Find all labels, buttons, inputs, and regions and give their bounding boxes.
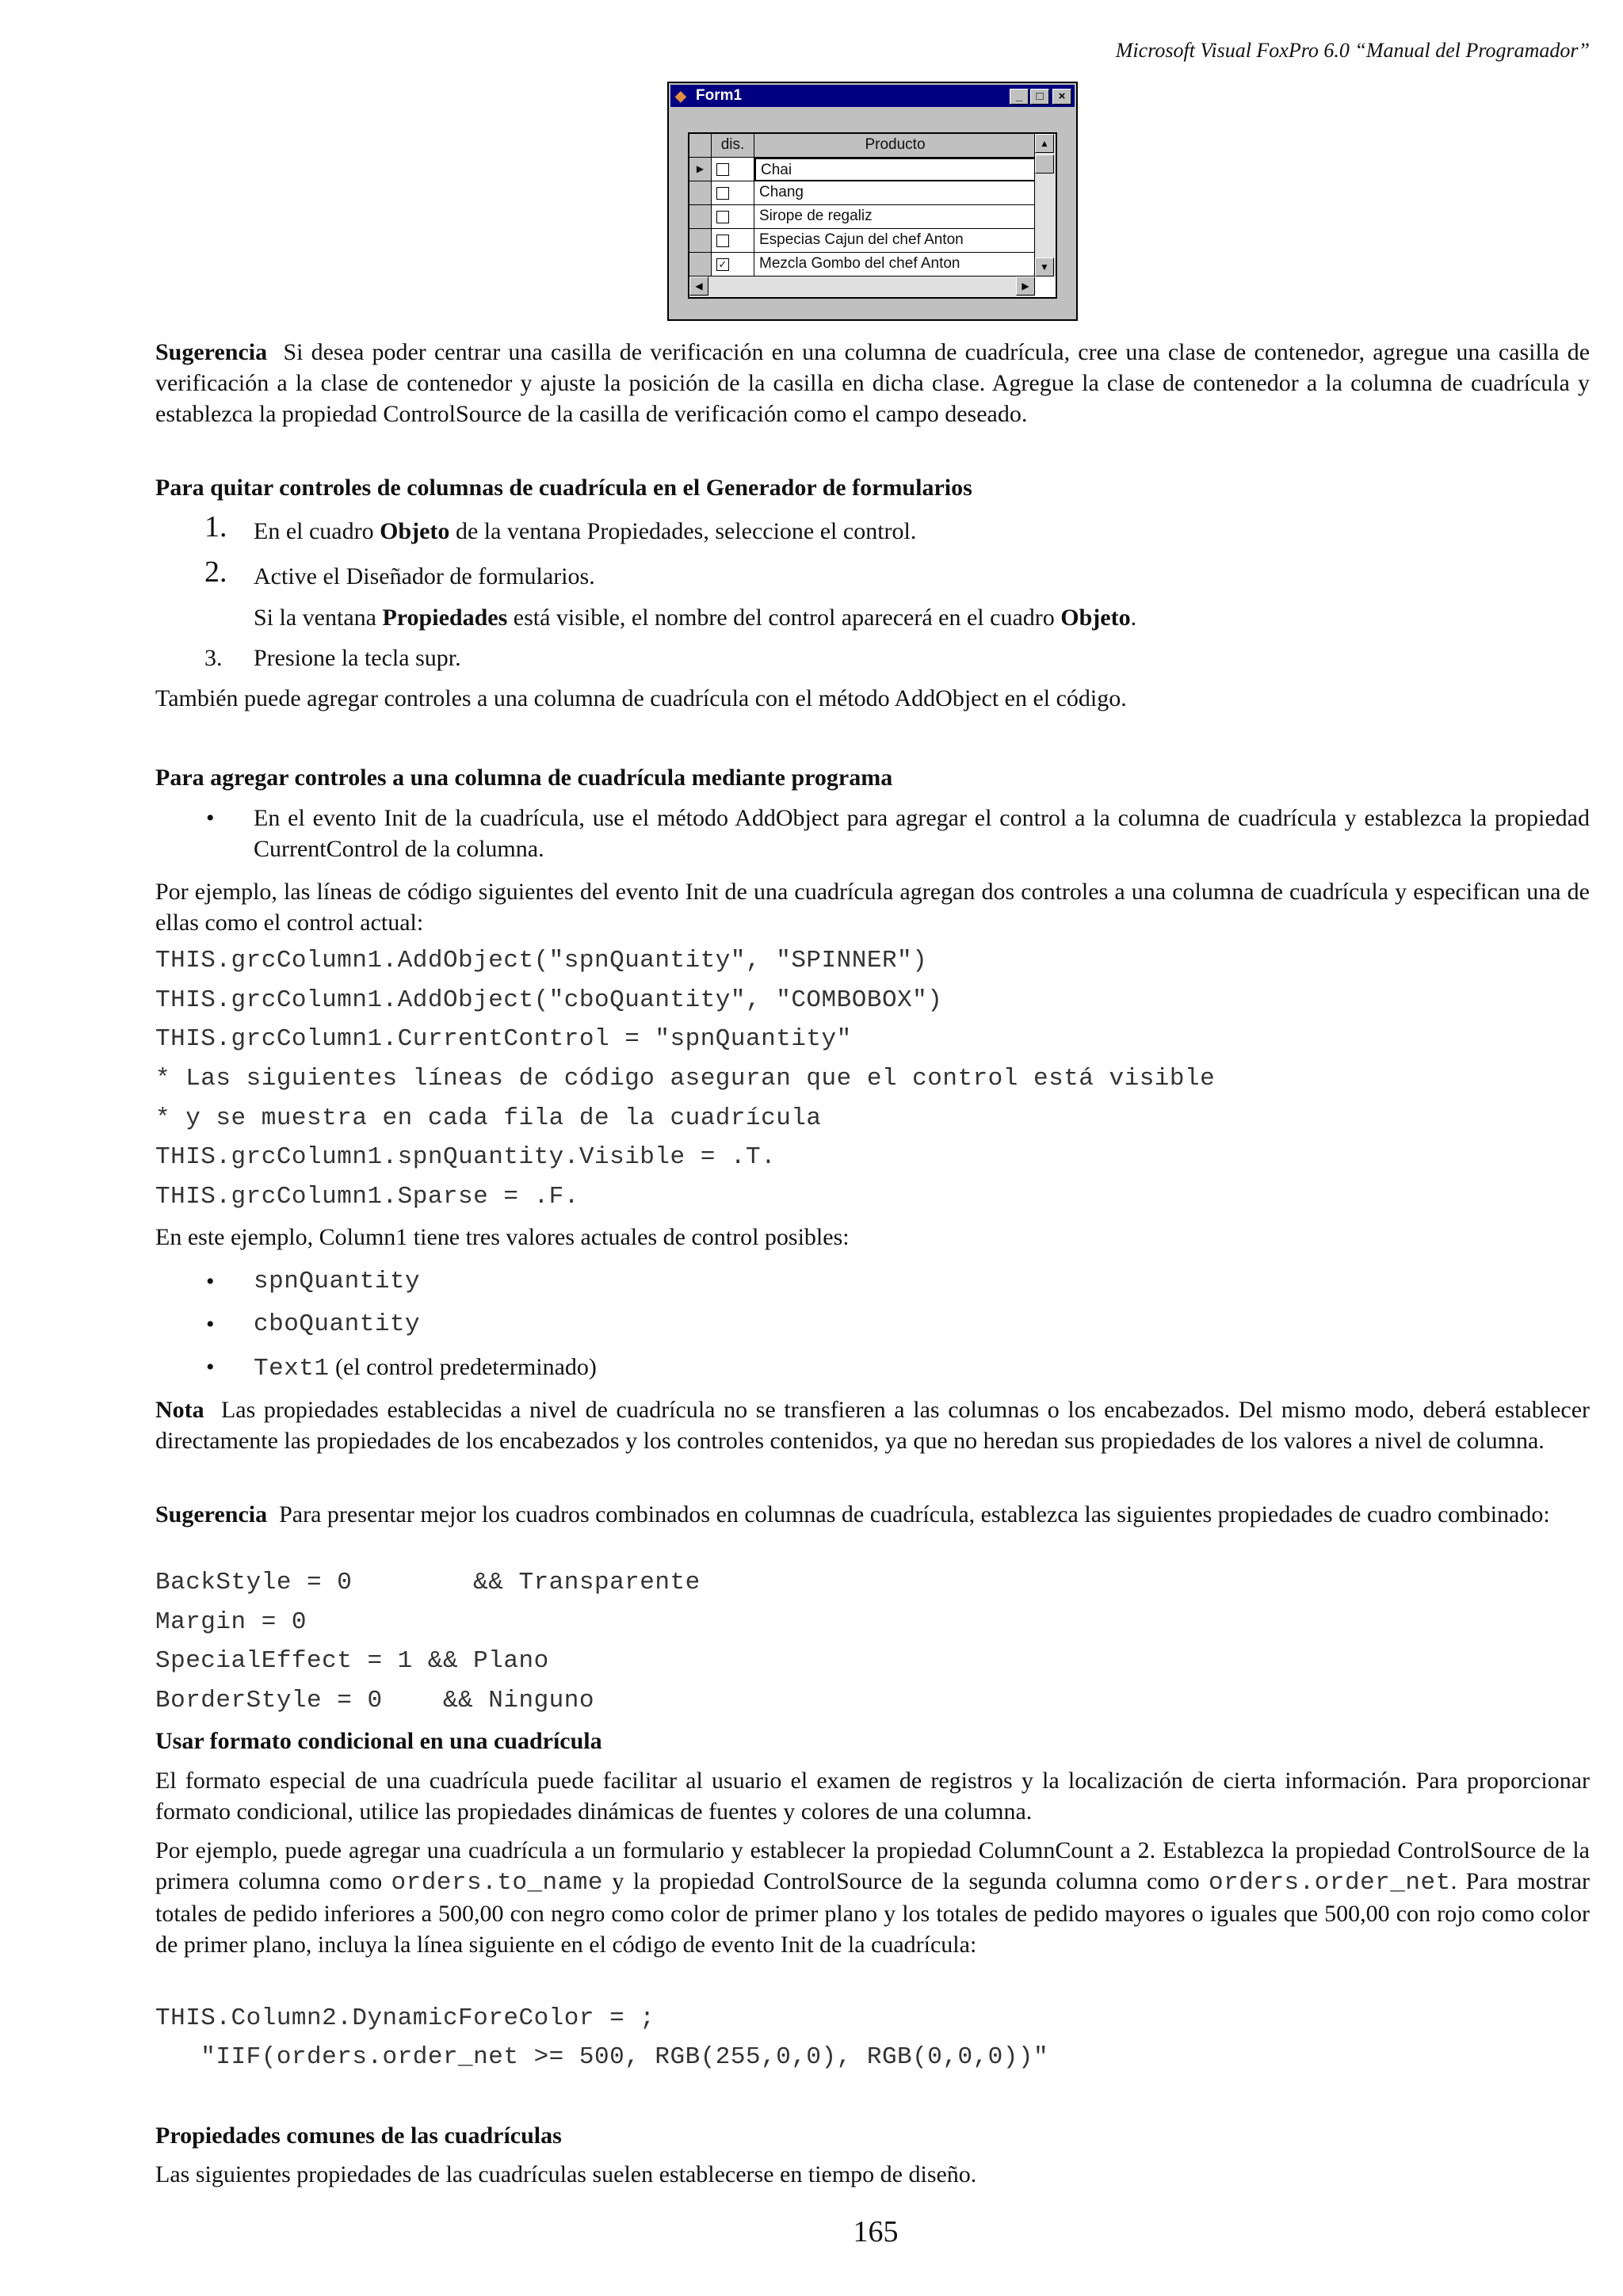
checkbox-icon[interactable]: [716, 211, 729, 223]
checkbox-icon[interactable]: [716, 163, 729, 176]
horizontal-scrollbar[interactable]: [689, 276, 1035, 297]
bullet-icon: •: [206, 1354, 215, 1380]
code-line: THIS.grcColumn1.CurrentControl = "spnQuantity": [155, 1025, 852, 1053]
checkbox-checked-icon[interactable]: ✓: [716, 258, 729, 271]
tip2-label: Sugerencia: [155, 1501, 268, 1527]
row-selector[interactable]: [689, 181, 712, 205]
section3-p1: El formato especial de una cuadrícula puede facilitar al usuario el examen de registros y la localización de cierta información. Para proporcionar formato condicional, utilice las propiedades dinámicas de fuentes y colores de una columna.: [155, 1768, 1590, 1825]
scroll-thumb[interactable]: [1035, 154, 1054, 174]
step2-number: 2.: [204, 555, 227, 589]
row-selector[interactable]: [689, 229, 712, 253]
step3-number: 3.: [204, 645, 223, 671]
window-title: Form1: [696, 87, 743, 104]
fox-icon: ◆: [675, 88, 686, 104]
scroll-up-icon[interactable]: ▲: [1035, 134, 1054, 153]
product-cell[interactable]: Sirope de regaliz: [754, 205, 1037, 229]
minimize-icon[interactable]: _: [1010, 89, 1029, 105]
section2-example: Por ejemplo, las líneas de código siguientes del evento Init de una cuadrícula agregan dos controles a una columna de cuadrícula y especifican una de ellas como el control actual:: [155, 879, 1590, 936]
row-selector[interactable]: [689, 253, 712, 277]
tip1-text: Si desea poder centrar una casilla de verificación en una columna de cuadrícula, cree una clase de contenedor, agregue una casilla de verificación a la clase de contenedor y ajuste la posición de la casilla en dicha clase. Agregue la clase de contenedor a la columna de cuadrícula y establezca la propiedad ControlSource de la casilla de verificación como el campo deseado.: [155, 339, 1591, 427]
code-line: THIS.Column2.DynamicForeColor = ;: [155, 2004, 655, 2032]
tip2-text: Para presentar mejor los cuadros combinados en columnas de cuadrícula, establezca las siguientes propiedades de cuadro combinado:: [279, 1501, 1550, 1527]
section3-p2: Por ejemplo, puede agregar una cuadrícula a un formulario y establecer la propiedad ColumnCount a 2. Establezca la propiedad ControlSource de la primera columna como orders.to_name y la propiedad ControlSource de la segunda columna como orders.order_net. Para mostrar totales de pedido inferiores a 500,00 con negro como color de primer plano y los totales de pedido mayores o iguales que 500,00 con rojo como color de primer plano, incluya la línea siguiente en el código de evento Init de la cuadrícula:: [155, 1837, 1591, 1958]
scroll-down-icon[interactable]: ▼: [1035, 257, 1054, 277]
step1-text: En el cuadro Objeto de la ventana Propiedades, seleccione el control.: [254, 518, 917, 544]
dis-checkbox-cell[interactable]: [712, 158, 754, 181]
code-line: BorderStyle = 0 && Ninguno: [155, 1687, 594, 1714]
scroll-left-icon[interactable]: ◀: [689, 277, 708, 296]
page-number: 165: [853, 2215, 899, 2248]
tip2-paragraph: [155, 1499, 1590, 1530]
bullet-icon: •: [206, 1268, 215, 1295]
dis-checkbox-cell[interactable]: [712, 229, 754, 253]
section2-after-code: En este ejemplo, Column1 tiene tres valores actuales de control posibles:: [155, 1224, 850, 1250]
step1-number: 1.: [204, 510, 227, 543]
code-line: THIS.grcColumn1.spnQuantity.Visible = .T.: [155, 1143, 777, 1171]
code-line: * y se muestra en cada fila de la cuadrícula: [155, 1104, 822, 1132]
value-text1: Text1 (el control predeterminado): [254, 1354, 597, 1383]
note-text: Las propiedades establecidas a nivel de cuadrícula no se transfieren a las columnas o los encabezados. Del mismo modo, deberá establecer directamente las propiedades de los encabezados y los controles contenidos, ya que no heredan sus propiedades de los valores a nivel de columna.: [155, 1397, 1591, 1454]
window-titlebar[interactable]: [670, 85, 1075, 107]
code-line: SpecialEffect = 1 && Plano: [155, 1647, 549, 1675]
code-line: THIS.grcColumn1.Sparse = .F.: [155, 1183, 579, 1211]
value-spnquantity: spnQuantity: [254, 1268, 421, 1295]
form-window: [667, 82, 1078, 321]
running-header: Microsoft Visual FoxPro 6.0 “Manual del Programador”: [1115, 39, 1590, 62]
dis-checkbox-cell[interactable]: [712, 253, 754, 277]
step2-note: Si la ventana Propiedades está visible, el nombre del control aparecerá en el cuadro Objeto.: [254, 605, 1137, 631]
maximize-icon[interactable]: □: [1030, 89, 1049, 105]
dis-checkbox-cell[interactable]: [712, 205, 754, 229]
dis-checkbox-cell[interactable]: [712, 181, 754, 205]
step2-text: Active el Diseñador de formularios.: [254, 563, 595, 589]
product-cell[interactable]: Chai: [754, 158, 1037, 181]
product-grid[interactable]: [688, 132, 1057, 299]
row-selector-header: [689, 134, 712, 158]
product-cell[interactable]: Chang: [754, 181, 1037, 205]
section3-heading: Usar formato condicional en una cuadrícula: [155, 1728, 602, 1754]
row-selector[interactable]: ▶: [689, 158, 712, 181]
section1-heading: Para quitar controles de columnas de cuadrícula en el Generador de formularios: [155, 475, 972, 501]
section2-bullet: En el evento Init de la cuadrícula, use el método AddObject para agregar el control a la columna de cuadrícula y establezca la propiedad CurrentControl de la columna.: [254, 805, 1590, 862]
code-line: BackStyle = 0 && Transparente: [155, 1569, 701, 1596]
code-line: THIS.grcColumn1.AddObject("cboQuantity", "COMBOBOX"): [155, 986, 943, 1014]
bullet-icon: •: [206, 1311, 215, 1337]
section1-after: También puede agregar controles a una columna de cuadrícula con el método AddObject en el código.: [155, 685, 1127, 711]
value-cboquantity: cboQuantity: [254, 1310, 421, 1338]
scroll-right-icon[interactable]: ▶: [1016, 277, 1035, 296]
code-line: THIS.grcColumn1.AddObject("spnQuantity", "SPINNER"): [155, 947, 928, 974]
product-cell[interactable]: Mezcla Gombo del chef Anton: [754, 253, 1037, 277]
row-selector[interactable]: [689, 205, 712, 229]
checkbox-icon[interactable]: [716, 187, 729, 200]
step3-text: Presione la tecla supr.: [254, 645, 461, 671]
section2-heading: Para agregar controles a una columna de cuadrícula mediante programa: [155, 765, 893, 791]
code-line: "IIF(orders.order_net >= 500, RGB(255,0,0), RGB(0,0,0))": [155, 2043, 1049, 2071]
note-paragraph: [155, 1394, 1590, 1456]
code-line: Margin = 0: [155, 1608, 307, 1636]
tip1-label: Sugerencia: [155, 339, 268, 365]
tip1-paragraph: [155, 337, 1590, 429]
column-header-producto[interactable]: Producto: [754, 134, 1037, 158]
checkbox-icon[interactable]: [716, 235, 729, 247]
section4-heading: Propiedades comunes de las cuadrículas: [155, 2122, 562, 2149]
product-cell[interactable]: Especias Cajun del chef Anton: [754, 229, 1037, 253]
column-header-dis[interactable]: dis.: [712, 134, 754, 158]
code-line: * Las siguientes líneas de código aseguran que el control está visible: [155, 1065, 1216, 1093]
note-label: Nota: [155, 1397, 204, 1423]
bullet-icon: •: [206, 805, 215, 831]
close-icon[interactable]: ×: [1052, 89, 1071, 105]
section4-text: Las siguientes propiedades de las cuadrículas suelen establecerse en tiempo de diseño.: [155, 2161, 977, 2187]
vertical-scrollbar[interactable]: [1034, 134, 1056, 277]
